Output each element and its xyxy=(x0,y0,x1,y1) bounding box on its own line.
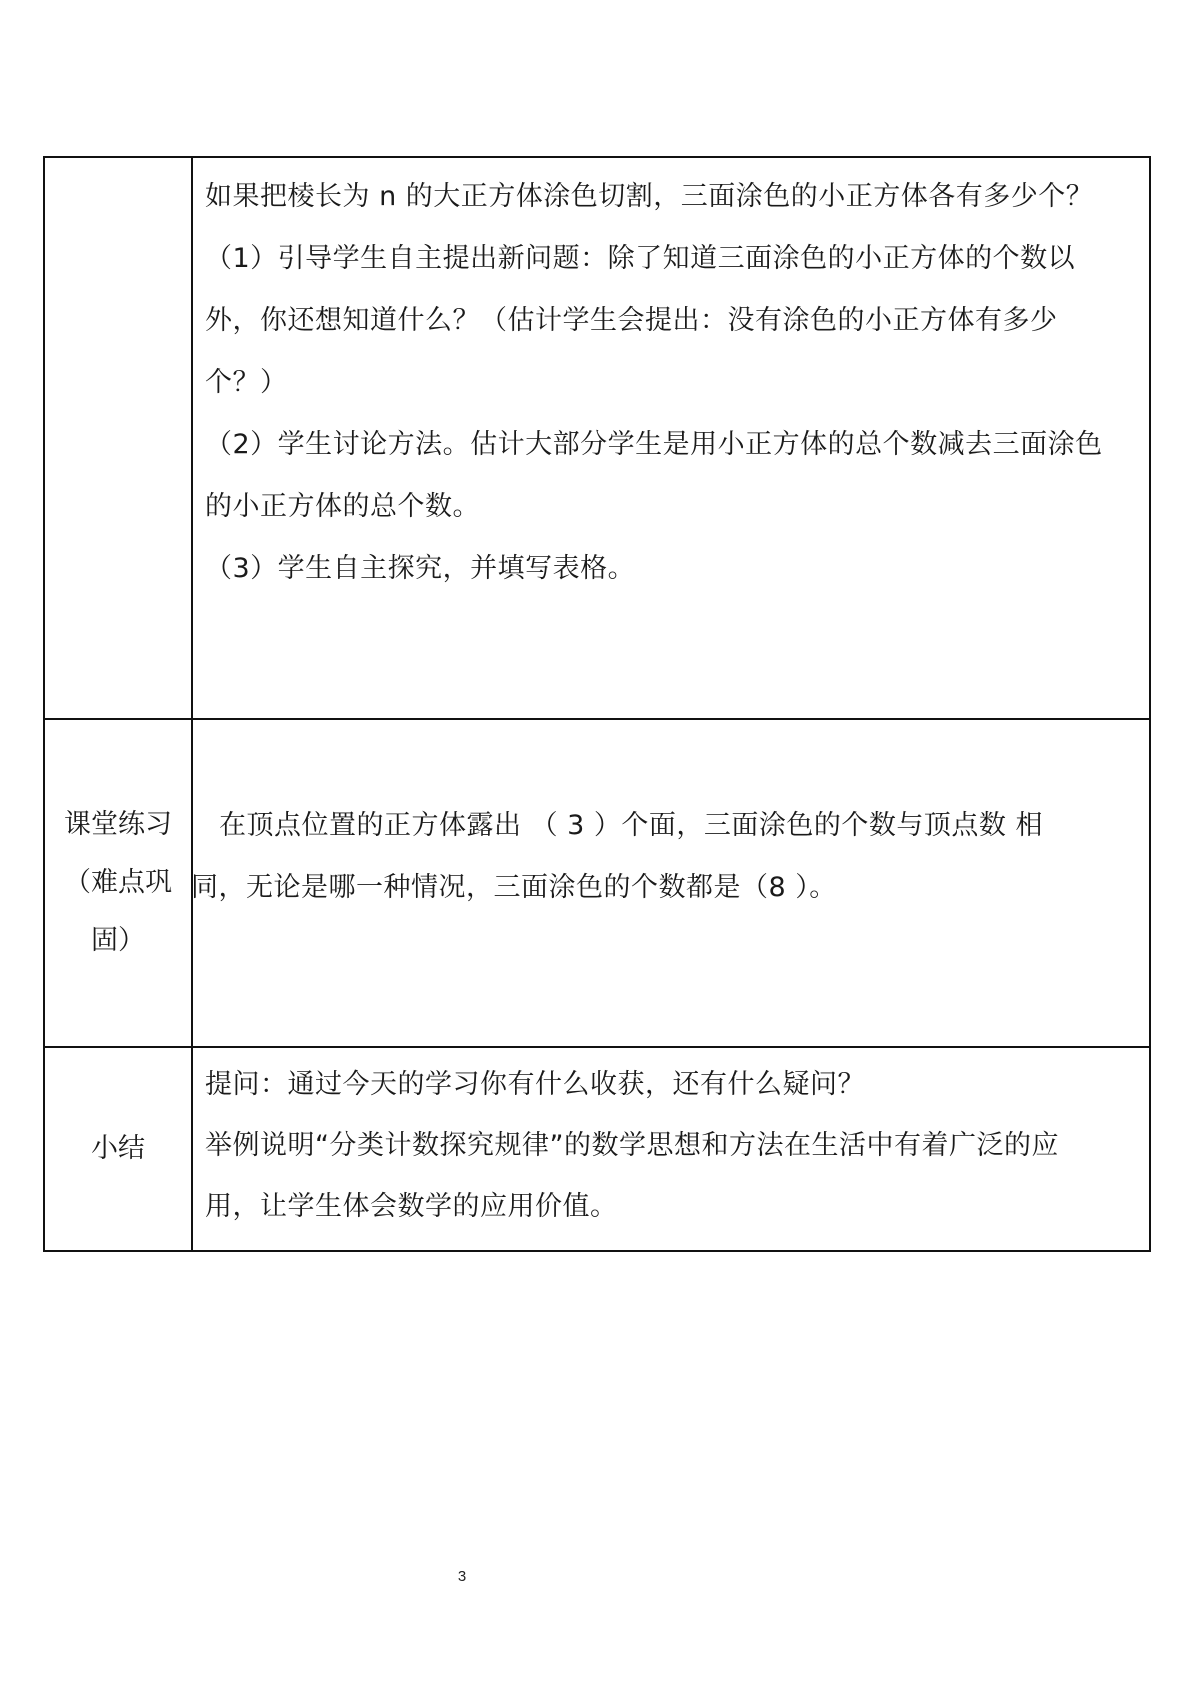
content-line: 提问：通过今天的学习你有什么收获，还有什么疑问？ xyxy=(205,1069,865,1100)
table-row-exploration xyxy=(44,157,1150,719)
content-line: （3）学生自主探究，并填写表格。 xyxy=(205,553,636,584)
row-label-line: 课堂练习 xyxy=(64,809,172,840)
content-line: 如果把棱长为 n 的大正方体涂色切割，三面涂色的小正方体各有多少个？ xyxy=(205,181,1094,212)
content-line: （2）学生讨论方法。估计大部分学生是用小正方体的总个数减去三面涂色 xyxy=(205,429,1103,460)
row-label-cell xyxy=(44,157,192,719)
content-line: 外，你还想知道什么？（估计学生会提出：没有涂色的小正方体有多少 xyxy=(205,305,1058,336)
content-line: 举例说明“分类计数探究规律”的数学思想和方法在生活中有着广泛的应 xyxy=(205,1130,1059,1161)
row-label-line: （难点巩 xyxy=(64,867,172,898)
table-row-summary xyxy=(44,1047,1150,1251)
row-label-line: 小结 xyxy=(91,1133,145,1164)
content-line: 的小正方体的总个数。 xyxy=(205,491,480,522)
content-line: 用，让学生体会数学的应用价值。 xyxy=(205,1191,618,1222)
content-line: 个？） xyxy=(205,367,288,398)
content-line: （1）引导学生自主提出新问题：除了知道三面涂色的小正方体的个数以 xyxy=(205,243,1076,274)
summary-content xyxy=(192,1047,1150,1251)
practice-content xyxy=(192,719,1150,1047)
row-label-cell xyxy=(44,719,192,1047)
practice-text xyxy=(191,795,1141,919)
lesson-plan-table xyxy=(43,156,1151,1252)
content-line: 同，无论是哪一种情况，三面涂色的个数都是（8 ）。 xyxy=(191,872,837,903)
exploration-content xyxy=(192,157,1150,719)
table-row-practice xyxy=(44,719,1150,1047)
row-label-line: 固） xyxy=(91,925,145,956)
page-number: 3 xyxy=(457,1568,467,1585)
content-line: 在顶点位置的正方体露出 （ 3 ）个面，三面涂色的个数与顶点数 相 xyxy=(219,810,1044,841)
row-label-cell xyxy=(44,1047,192,1251)
